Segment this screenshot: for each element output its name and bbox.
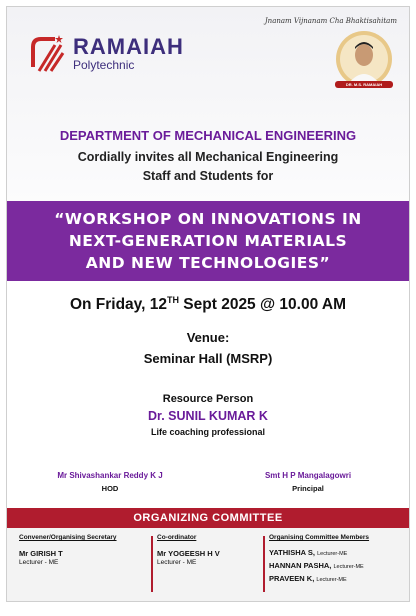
committee-panel: [7, 528, 409, 602]
logo-name: RAMAIAH: [73, 34, 184, 59]
motto: Jnanam Vijnanam Cha Bhaktisahitam: [264, 17, 397, 25]
invite-line-1: Cordially invites all Mechanical Engineering: [77, 150, 339, 164]
date-superscript: TH: [167, 295, 179, 305]
signatory-role: HOD: [101, 484, 119, 493]
coordinator-column: [157, 534, 257, 566]
venue-label: Venue:: [186, 330, 230, 345]
resource-person-label: Resource Person: [162, 393, 254, 405]
title-line-3: AND NEW TECHNOLOGIES”: [85, 254, 331, 272]
venue-name: Seminar Hall (MSRP): [143, 351, 273, 366]
convener-name: Mr GIRISH T: [19, 549, 63, 558]
founder-portrait-icon: [335, 29, 393, 89]
signatory-principal: [223, 471, 393, 493]
column-divider: [263, 536, 265, 592]
founder-caption: DR. M.S. RAMAIAH: [335, 81, 393, 88]
signatory-role: Principal: [292, 484, 324, 493]
department-heading: DEPARTMENT OF MECHANICAL ENGINEERING: [59, 128, 357, 143]
member-item: [269, 573, 409, 586]
members-title: Organising Committee Members: [269, 534, 370, 541]
signatory-name: Mr Shivashankar Reddy K J: [57, 471, 163, 480]
member-role: Lecturer-ME: [317, 551, 348, 557]
member-name: HANNAN PASHA,: [269, 561, 332, 570]
title-line-1: “WORKSHOP ON INNOVATIONS IN: [54, 210, 362, 228]
members-column: [269, 534, 409, 586]
member-role: Lecturer-ME: [316, 577, 347, 583]
invitation-text: [7, 148, 409, 186]
organizing-committee-heading: ORGANIZING COMMITTEE: [7, 508, 409, 528]
coordinator-name: Mr YOGEESH H V: [157, 549, 220, 558]
signatory-name: Smt H P Mangalagowri: [264, 471, 352, 480]
date-prefix: On Friday, 12: [69, 296, 167, 314]
member-name: YATHISHA S,: [269, 548, 315, 557]
invite-line-2: Staff and Students for: [142, 169, 274, 183]
member-item: [269, 547, 409, 560]
coordinator-role: Lecturer - ME: [157, 559, 197, 566]
event-date: [7, 295, 409, 314]
convener-title: Convener/Organising Secretary: [19, 534, 117, 541]
invitation-poster: [6, 6, 410, 602]
member-role: Lecturer-ME: [333, 564, 364, 570]
logo-subtitle: Polytechnic: [73, 58, 135, 72]
member-name: PRAVEEN K,: [269, 574, 315, 583]
logo-mark-icon: [29, 33, 67, 75]
convener-role: Lecturer - ME: [19, 559, 59, 566]
title-banner: [7, 201, 409, 281]
member-item: [269, 560, 409, 573]
date-suffix: Sept 2025 @ 10.00 AM: [179, 296, 347, 314]
coordinator-title: Co-ordinator: [157, 534, 197, 541]
ramaiah-logo: [29, 33, 184, 75]
workshop-title: [54, 208, 362, 274]
resource-person-role: Life coaching professional: [150, 427, 266, 437]
column-divider: [151, 536, 153, 592]
resource-person-name: Dr. SUNIL KUMAR K: [148, 409, 268, 423]
convener-column: [19, 534, 147, 566]
title-line-2: NEXT-GENERATION MATERIALS: [68, 232, 348, 250]
signatory-hod: [25, 471, 195, 493]
